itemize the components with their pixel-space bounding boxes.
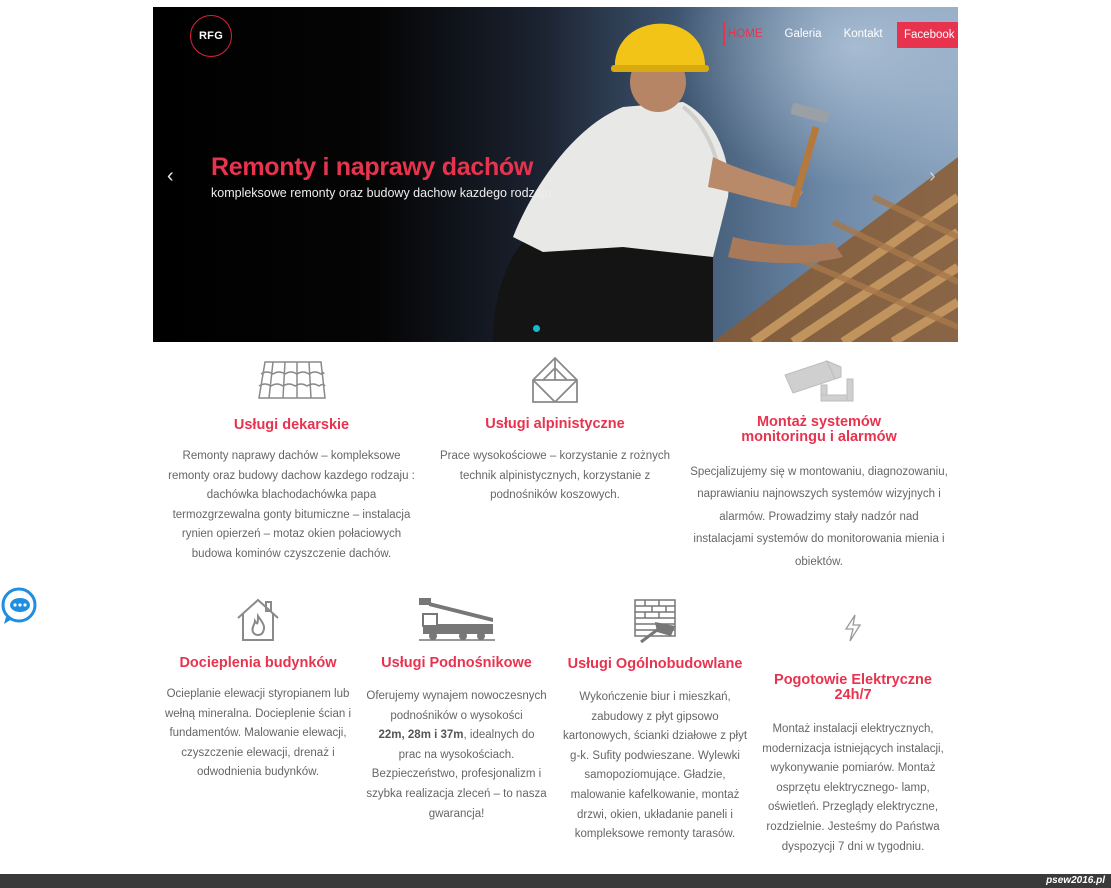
crane-truck-icon bbox=[417, 596, 497, 642]
service-desc-line: Bezpieczeństwo, profesjonalizm i bbox=[371, 768, 542, 781]
footer-watermark: psew2016.pl bbox=[1046, 875, 1105, 886]
service-desc-line: podnośników o wysokości bbox=[390, 709, 523, 722]
service-title: 24h/7 bbox=[834, 687, 872, 703]
house-flame-icon bbox=[234, 596, 282, 644]
service-desc-line: malowanie kafelkowanie, montaż bbox=[570, 788, 740, 801]
truss-frame-icon bbox=[531, 356, 579, 404]
service-desc-line: Prace wysokościowe – korzystanie z rożnych bbox=[439, 450, 671, 462]
chevron-left-icon[interactable]: ‹ bbox=[167, 165, 174, 187]
lightning-bolt-icon bbox=[843, 614, 863, 642]
service-desc-line: technik alpinistycznych, korzystanie z bbox=[459, 469, 651, 482]
footer-bar bbox=[0, 874, 1111, 888]
service-monitoring bbox=[690, 357, 948, 573]
service-desc-line: szybka realizacja zleceń – to nasza bbox=[366, 787, 547, 800]
service-alpinistyczne bbox=[430, 356, 680, 506]
service-desc-line: modernizacja istniejących instalacji, bbox=[762, 742, 944, 755]
service-pogotowie bbox=[757, 614, 949, 857]
service-desc-line: wełną mineralna. Docieplenie ścian i bbox=[164, 707, 352, 720]
service-desc-line: instalacjami systemów do monitorowania mienia i bbox=[693, 533, 945, 546]
main-nav bbox=[723, 22, 955, 46]
service-desc-line: rozdzielnie. Jesteśmy do Państwa bbox=[766, 820, 940, 833]
service-desc-line: odwodnienia budynków. bbox=[196, 766, 320, 779]
service-title: Montaż systemów bbox=[756, 414, 882, 430]
service-title: Usługi Ogólnobudowlane bbox=[567, 656, 743, 672]
service-desc-line: Ocieplanie elewacji styropianem lub bbox=[166, 688, 350, 700]
service-docieplenia bbox=[158, 596, 358, 783]
service-desc-line: zabudowy z płyt gipsowo bbox=[591, 710, 719, 723]
service-desc-line: Oferujemy wynajem nowoczesnych bbox=[366, 690, 547, 702]
service-desc-line: dachówka blachodachówka papa bbox=[206, 489, 377, 502]
service-desc-line: czyszczenie elewacji, drenaż i bbox=[181, 746, 335, 759]
hero-title: Remonty i naprawy dachów bbox=[211, 153, 534, 181]
service-desc-line: rynien opierzeń – motaz okien połaciowych bbox=[181, 528, 402, 541]
slide-indicator-dot[interactable] bbox=[533, 325, 540, 332]
service-desc-line: budowa kominów czyszczenie dachów. bbox=[191, 547, 392, 560]
service-title: Usługi dekarskie bbox=[233, 417, 350, 433]
service-desc-line: samopoziomujące. Gładzie, bbox=[584, 769, 726, 782]
nav-item-kontakt[interactable]: Kontakt bbox=[843, 28, 883, 40]
service-desc-line: fundamentów. Malowanie elewacji, bbox=[169, 727, 347, 740]
service-desc-line: oświetleń. Przeglądy elektryczne, bbox=[767, 801, 939, 814]
chat-bubble-icon[interactable] bbox=[0, 587, 38, 625]
nav-item-home[interactable]: HOME bbox=[723, 22, 763, 46]
logo-text: RFG bbox=[198, 30, 224, 42]
service-desc-line: wykonywanie pomiarów. Montaż bbox=[770, 762, 936, 775]
service-dekarskie bbox=[165, 358, 418, 565]
service-podnosnikowe bbox=[358, 596, 555, 824]
service-desc-line bbox=[358, 726, 555, 746]
service-desc-line: prac na wysokościach. bbox=[398, 748, 515, 761]
service-desc-line: g-k. Sufity podwieszane. Wylewki bbox=[570, 749, 740, 762]
service-ogolnobudowlane bbox=[560, 596, 750, 845]
service-desc-line: Remonty naprawy dachów – kompleksowe bbox=[182, 450, 401, 462]
roof-tiles-icon bbox=[257, 358, 327, 402]
service-desc-line: Specjalizujemy się w montowaniu, diagnozowaniu, bbox=[690, 466, 948, 478]
service-desc-text: , idealnych do bbox=[463, 729, 535, 742]
service-desc-line: naprawianiu najnowszych systemów wizyjnych i bbox=[697, 488, 941, 501]
hero-slider bbox=[153, 7, 958, 342]
service-title: Usługi alpinistyczne bbox=[485, 416, 625, 432]
service-desc-line: Montaż instalacji elektrycznych, bbox=[772, 723, 934, 735]
service-desc-line: alarmów. Prowadzimy stały nadzór nad bbox=[719, 510, 919, 523]
service-desc-line: kartonowych, ścianki działowe z płyt bbox=[562, 730, 748, 743]
service-desc-line: dyspozycji 7 dni w tygodniu. bbox=[781, 840, 925, 853]
nav-item-galeria[interactable]: Galeria bbox=[784, 28, 822, 40]
cctv-camera-icon bbox=[781, 357, 857, 403]
service-title: Pogotowie Elektryczne bbox=[774, 672, 932, 688]
service-desc-line: termozgrzewalna gonty bitumiczne – instalacja bbox=[172, 508, 411, 521]
facebook-button[interactable]: Facebook bbox=[897, 22, 958, 48]
service-desc-line: kompleksowe remonty tarasów. bbox=[574, 828, 736, 841]
lift-heights: 22m, 28m i 37m bbox=[378, 729, 464, 742]
service-title: monitoringu i alarmów bbox=[741, 429, 897, 445]
service-desc-line: Wykończenie biur i mieszkań, bbox=[579, 691, 731, 703]
chevron-right-icon[interactable]: › bbox=[929, 165, 936, 187]
service-title: Docieplenia budynków bbox=[179, 655, 337, 671]
rfg-logo[interactable] bbox=[190, 15, 232, 57]
service-desc-line: obiektów. bbox=[795, 555, 843, 568]
service-desc-line: remonty oraz budowy dachow kazdego rodzaju : bbox=[168, 469, 415, 482]
service-desc-line: drzwi, okien, układanie paneli i bbox=[577, 808, 733, 821]
service-desc-line: gwarancja! bbox=[428, 807, 485, 820]
service-title: Usługi Podnośnikowe bbox=[381, 655, 532, 671]
hero-subtitle: kompleksowe remonty oraz budowy dachow kazdego rodzaju bbox=[211, 186, 552, 200]
service-desc-line: osprzętu elektrycznego- lamp, bbox=[776, 781, 930, 794]
service-desc-line: podnośników koszowych. bbox=[490, 489, 620, 502]
brick-trowel-icon bbox=[631, 596, 679, 644]
